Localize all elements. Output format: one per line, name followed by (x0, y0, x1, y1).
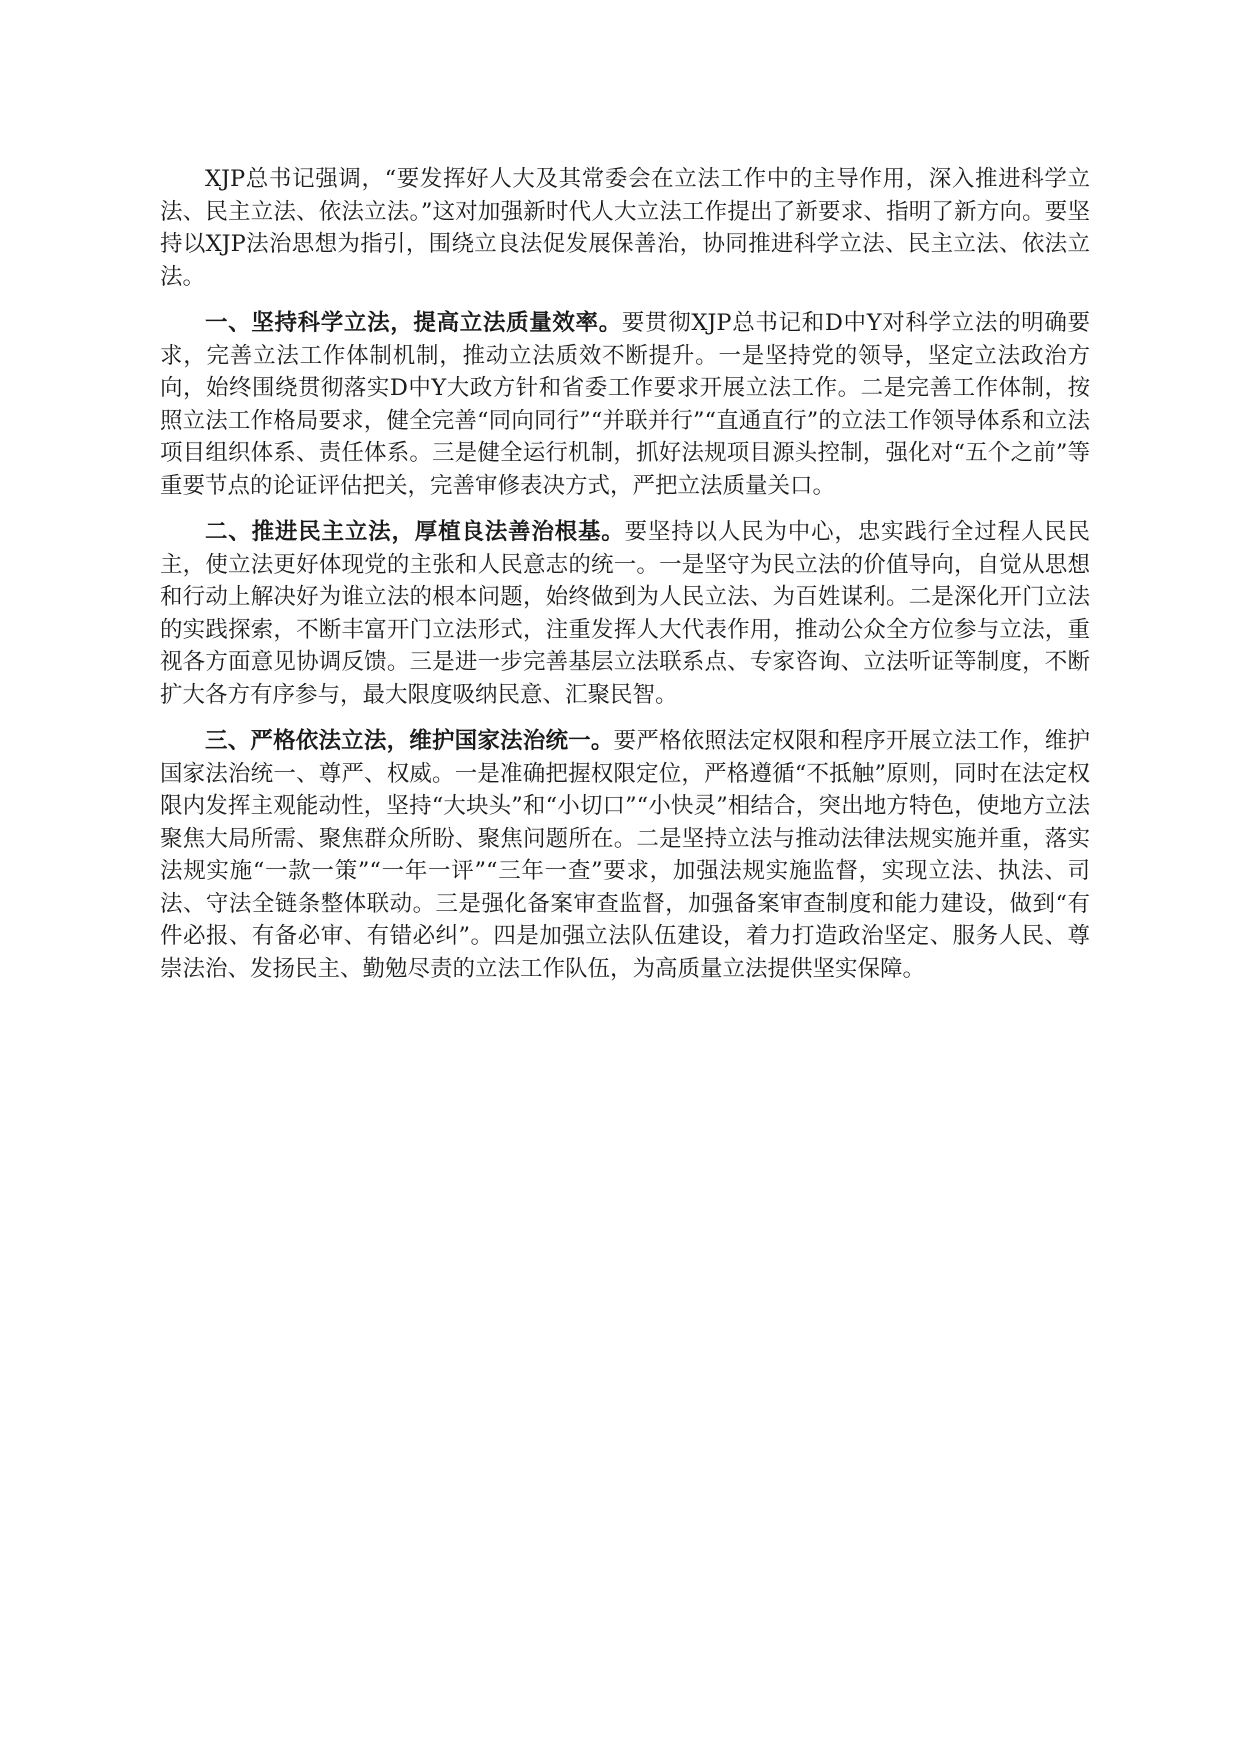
section-2-heading: 二、推进民主立法，厚植良法善治根基。 (205, 519, 625, 545)
intro-paragraph (160, 163, 1090, 293)
section-3-heading: 三、严格依法立法，维护国家法治统一。 (205, 728, 614, 754)
section-2-paragraph (160, 516, 1090, 711)
section-3-text: 要严格依照法定权限和程序开展立法工作，维护国家法治统一、尊严、权威。一是准确把握权限定位，严格遵循“不抵触”原则，同时在法定权限内发挥主观能动性，坚持“大块头”和“小切口”“小快灵”相结合，突出地方特色，使地方立法聚焦大局所需、聚焦群众所盼、聚焦问题所在。二是坚持立法与推动法律法规实施并重，落实法规实施“一款一策”“一年一评”“三年一查”要求，加强法规实施监督，实现立法、执法、司法、守法全链条整体联动。三是强化备案审查监督，加强备案审查制度和能力建设，做到“有件必报、有备必审、有错必纠”。四是加强立法队伍建设，着力打造政治坚定、服务人民、尊崇法治、发扬民主、勤勉尽责的立法工作队伍，为高质量立法提供坚实保障。 (160, 728, 1090, 982)
document-body (160, 163, 1090, 999)
section-1-paragraph (160, 307, 1090, 502)
section-1-text: 要贯彻XJP总书记和D中Y对科学立法的明确要求，完善立法工作体制机制，推动立法质效不断提升。一是坚持党的领导，坚定立法政治方向，始终围绕贯彻落实D中Y大政方针和省委工作要求开展立法工作。二是完善工作体制，按照立法工作格局要求，健全完善“同向同行”“并联并行”“直通直行”的立法工作领导体系和立法项目组织体系、责任体系。三是健全运行机制，抓好法规项目源头控制，强化对“五个之前”等重要节点的论证评估把关，完善审修表决方式，严把立法质量关口。 (160, 310, 1090, 499)
section-3-paragraph (160, 725, 1090, 985)
section-1-heading: 一、坚持科学立法，提高立法质量效率。 (205, 310, 622, 336)
intro-text: XJP总书记强调，“要发挥好人大及其常委会在立法工作中的主导作用，深入推进科学立法、民主立法、依法立法。”这对加强新时代人大立法工作提出了新要求、指明了新方向。要坚持以XJP法治思想为指引，围绕立良法促发展保善治，协同推进科学立法、民主立法、依法立法。 (160, 166, 1090, 290)
section-2-text: 要坚持以人民为中心，忠实践行全过程人民民主，使立法更好体现党的主张和人民意志的统一。一是坚守为民立法的价值导向，自觉从思想和行动上解决好为谁立法的根本问题，始终做到为人民立法、为百姓谋利。二是深化开门立法的实践探索，不断丰富开门立法形式，注重发挥人大代表作用，推动公众全方位参与立法，重视各方面意见协调反馈。三是进一步完善基层立法联系点、专家咨询、立法听证等制度，不断扩大各方有序参与，最大限度吸纳民意、汇聚民智。 (160, 519, 1090, 708)
